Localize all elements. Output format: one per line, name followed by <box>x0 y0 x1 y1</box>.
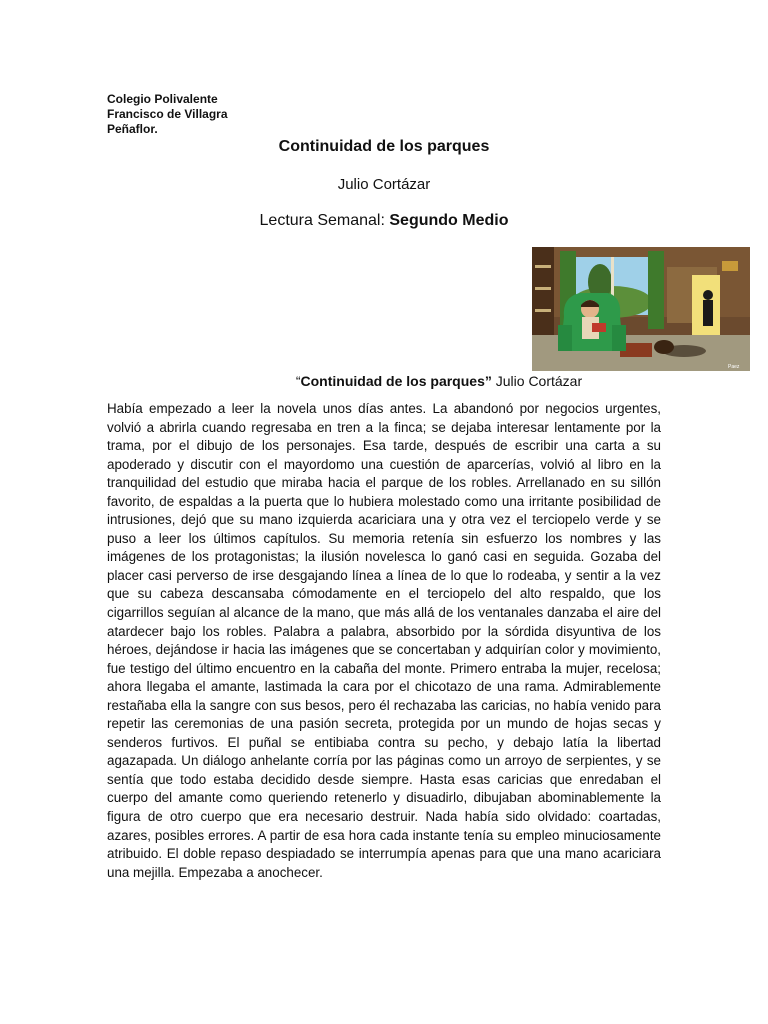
author-name: Julio Cortázar <box>337 176 431 193</box>
caption-title: Continuidad de los parques” <box>300 373 492 389</box>
weekly-label: Lectura Semanal: <box>259 212 390 229</box>
school-line: Francisco de Villagra <box>107 107 228 121</box>
caption-open-quote: “ <box>295 373 301 389</box>
illustration-signature: Paez <box>728 364 740 370</box>
story-illustration <box>532 247 750 371</box>
story-caption <box>0 373 768 389</box>
school-line: Peñaflor. <box>107 122 158 136</box>
page-title: Continuidad de los parques <box>278 138 490 155</box>
weekly-level: Segundo Medio <box>389 212 509 229</box>
school-line: Colegio Polivalente <box>107 92 218 106</box>
story-paragraph: Había empezado a leer la novela unos días antes. La abandonó por negocios urgentes, volvió a abrirla cuando regresaba en tren a la finca; se dejaba interesar lentamente por la trama, por el dibujo de los personajes. Esa tarde, después de escribir una carta a su apoderado y discutir con el mayordomo una cuestión de aparcerías, volvió al libro en la tranquilidad del estudio que miraba hacia el parque de los robles. Arrellanado en su sillón favorito, de espaldas a la puerta que lo hubiera molestado como una irritante posibilidad de intrusiones, dejó que su mano izquierda acariciara una y otra vez el terciopelo verde y se puso a leer los últimos capítulos. Su memoria retenía sin esfuerzo los nombres y las imágenes de los protagonistas; la ilusión novelesca lo ganó casi en seguida. Gozaba del placer casi perverso de irse desgajando línea a línea de lo que lo rodeaba, y sentir a la vez que su cabeza descansaba cómodamente en el terciopelo del alto respaldo, que los cigarrillos seguían al alcance de la mano, que más allá de los ventanales danzaba el aire del atardecer bajo los robles. Palabra a palabra, absorbido por la sórdida disyuntiva de los héroes, dejándose ir hacia las imágenes que se concertaban y adquirían color y movimiento, fue testigo del último encuentro en la cabaña del monte. Primero entraba la mujer, recelosa; ahora llegaba el amante, lastimada la cara por el chicotazo de una rama. Admirablemente restañaba ella la sangre con sus besos, pero él rechazaba las caricias, no había venido para repetir las ceremonias de una pasión secreta, protegida por un mundo de hojas secas y senderos furtivos. El puñal se entibiaba contra su pecho, y debajo latía la libertad agazapada. Un diálogo anhelante corría por las páginas como un arroyo de serpientes, y se sentía que todo estaba decidido desde siempre. Hasta esas caricias que enredaban el cuerpo del amante como queriendo retenerlo y disuadirlo, dibujaban abominablemente la figura de otro cuerpo que era necesario destruir. Nada había sido olvidado: coartadas, azares, posibles errores. A partir de esa hora cada instante tenía su empleo minuciosamente atribuido. El doble repaso despiadado se interrumpía apenas para que una mano acariciara una mejilla. Empezaba a anochecer. <box>107 401 661 880</box>
story-text <box>107 400 661 882</box>
weekly-reading-line <box>0 212 768 230</box>
caption-author: Julio Cortázar <box>491 373 583 389</box>
school-name-block <box>107 92 228 137</box>
